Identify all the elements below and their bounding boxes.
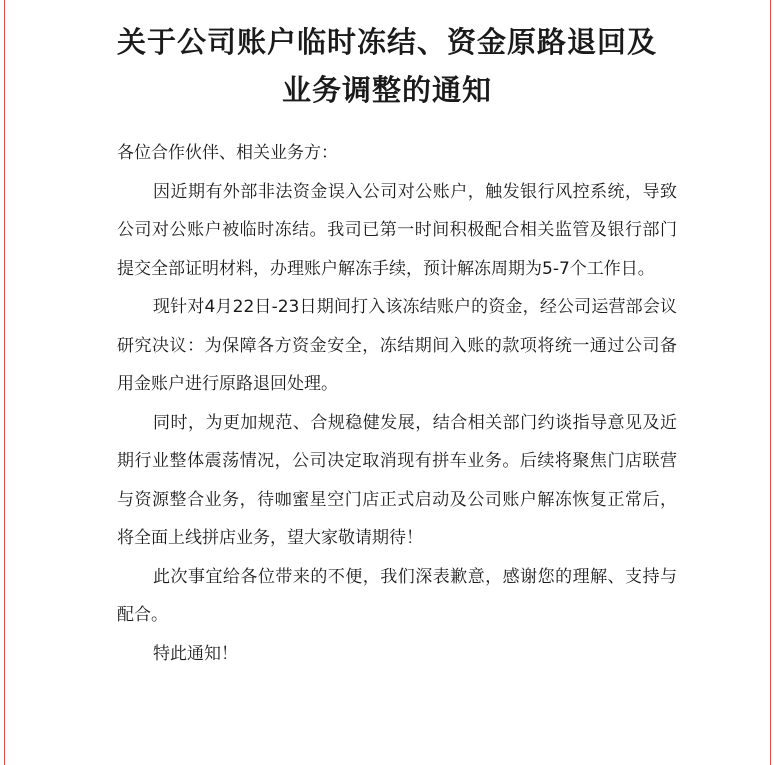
notice-title-line-2: 业务调整的通知 [281, 73, 492, 107]
paragraph-business-adjustment: 同时，为更加规范、合规稳健发展，结合相关部门约谈指导意见及近期行业整体震荡情况，公司决定取消现有拼车业务。后续将聚焦门店联营与资源整合业务，待咖蜜星空门店正式启动及公司账户解冻恢复正常后，将全面上线拼店业务，望大家敬请期待！ [117, 412, 677, 548]
notice-title-line-1: 关于公司账户临时冻结、资金原路退回及 [116, 25, 657, 59]
notice-title [0, 18, 774, 114]
paragraph-apology: 此次事宜给各位带来的不便，我们深表歉意，感谢您的理解、支持与配合。 [117, 566, 677, 625]
right-border-line [770, 0, 771, 765]
paragraph-refund: 现针对4月22日-23日期间打入该冻结账户的资金，经公司运营部会议研究决议：为保障各方资金安全，冻结期间入账的款项将统一通过公司备用金账户进行原路退回处理。 [117, 297, 677, 394]
paragraph-account-frozen: 因近期有外部非法资金误入公司对公账户，触发银行风控系统，导致公司对公账户被临时冻结。我司已第一时间积极配合相关监管及银行部门提交全部证明材料，办理账户解冻手续，预计解冻周期为5-7个工作日。 [117, 181, 677, 279]
notice-body [117, 134, 677, 673]
closing-line: 特此通知！ [153, 643, 238, 664]
left-border-line [4, 0, 5, 765]
salutation: 各位合作伙伴、相关业务方： [117, 143, 338, 163]
